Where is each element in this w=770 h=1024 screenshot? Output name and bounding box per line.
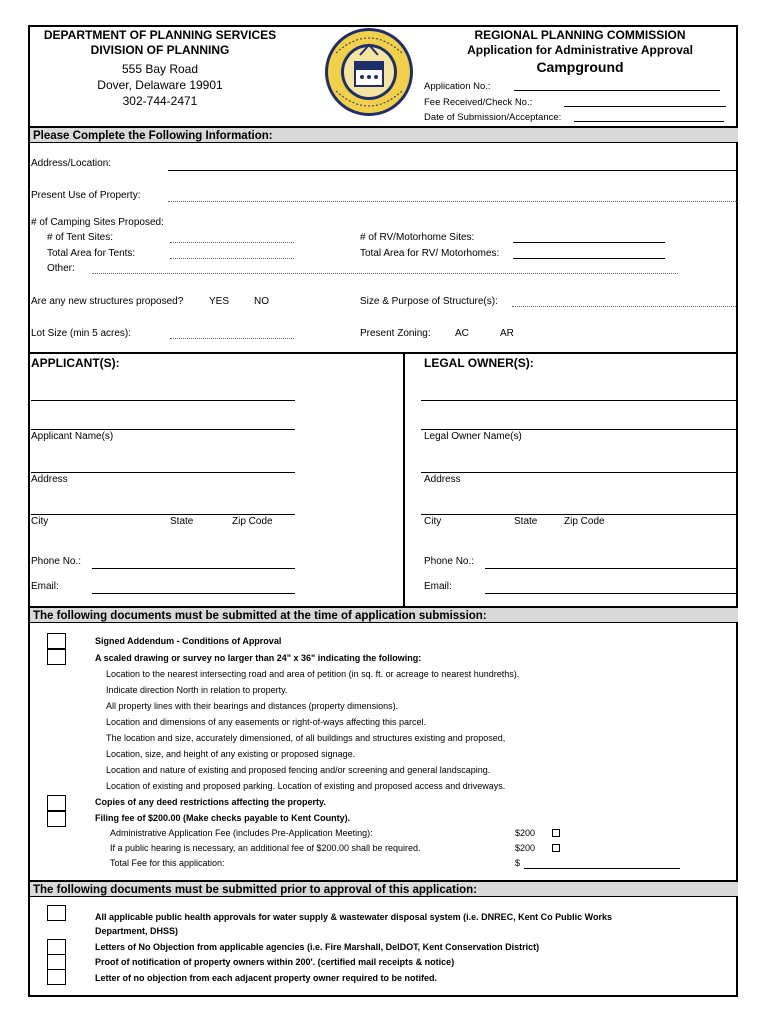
divider <box>30 352 738 354</box>
zoning-ar-option[interactable]: AR <box>500 328 514 339</box>
drawing-sub-item: Location to the nearest intersecting road and area of petition (in sq. ft. or acreage to nearest hundreths). <box>106 669 520 679</box>
applicant-state-label: State <box>170 516 194 527</box>
applicant-address-label: Address <box>31 474 68 485</box>
checkbox-fee[interactable] <box>47 811 66 827</box>
county-seal-icon <box>324 25 414 119</box>
drawing-sub-item: Indicate direction North in relation to property. <box>106 685 288 695</box>
approval-item-agencies: Letters of No Objection from applicable agencies (i.e. Fire Marshall, DelDOT, Kent Conservation District) <box>95 942 540 952</box>
rv-sites-label: # of RV/Motorhome Sites: <box>360 232 475 243</box>
submission-date-field[interactable] <box>574 121 724 122</box>
owner-email-label: Email: <box>424 581 452 592</box>
column-divider <box>403 352 405 606</box>
checkbox-addendum[interactable] <box>47 633 66 649</box>
area-rv-label: Total Area for RV/ Motorhomes: <box>360 248 500 259</box>
owner-email-field[interactable] <box>485 593 737 594</box>
drawing-sub-item: Location, size, and height of any existing or proposed signage. <box>106 749 356 759</box>
drawing-sub-item: All property lines with their bearings and distances (property dimensions). <box>106 701 399 711</box>
owner-phone-label: Phone No.: <box>424 556 475 567</box>
area-tents-label: Total Area for Tents: <box>47 248 136 259</box>
owner-name-label: Legal Owner Name(s) <box>424 431 522 442</box>
applicant-phone-field[interactable] <box>92 568 295 569</box>
applicant-name-label: Applicant Name(s) <box>31 431 114 442</box>
checkbox-deed[interactable] <box>47 795 66 811</box>
total-fee-dollar: $ <box>515 858 521 868</box>
owner-city-label: City <box>424 516 442 527</box>
applicant-city-field[interactable] <box>31 514 295 515</box>
doc-item-fee: Filing fee of $200.00 (Make checks payable to Kent County). <box>95 813 351 823</box>
owner-address-field[interactable] <box>421 472 737 473</box>
drawing-sub-item: Location and dimensions of any easements or right-of-ways affecting this parcel. <box>106 717 427 727</box>
applicant-city-label: City <box>31 516 49 527</box>
area-rv-field[interactable] <box>513 258 665 259</box>
total-fee-field[interactable] <box>524 868 680 869</box>
size-purpose-field[interactable] <box>512 306 736 307</box>
fee-hearing-amount: $200 <box>515 843 536 853</box>
fee-hearing-label: If a public hearing is necessary, an additional fee of $200.00 shall be required. <box>110 843 421 853</box>
application-type: Application for Administrative Approval <box>467 43 693 57</box>
yes-option[interactable]: YES <box>209 296 230 307</box>
approval-item-health-cont: Department, DHSS) <box>95 926 179 936</box>
checkbox-adjacent-owner[interactable] <box>47 969 66 985</box>
other-label: Other: <box>47 263 75 274</box>
present-use-field[interactable] <box>168 201 738 202</box>
info-section-title: Please Complete the Following Information: <box>30 126 738 143</box>
fee-admin-amount: $200 <box>515 828 536 838</box>
doc-item-drawing: A scaled drawing or survey no larger than 24" x 36" indicating the following: <box>95 653 422 663</box>
form-subject: Campground <box>536 59 624 75</box>
fee-received-label: Fee Received/Check No.: <box>424 97 533 108</box>
approval-item-health: All applicable public health approvals for water supply & wastewater disposal system (i.e. DNREC, Kent Co Public Works <box>95 912 612 922</box>
commission-name: REGIONAL PLANNING COMMISSION <box>474 28 686 42</box>
owner-state-label: State <box>514 516 538 527</box>
doc-item-addendum: Signed Addendum - Conditions of Approval <box>95 636 282 646</box>
applicant-address-field[interactable] <box>31 472 295 473</box>
applicant-name-field-1[interactable] <box>31 400 295 401</box>
checkbox-health[interactable] <box>47 905 66 921</box>
tent-sites-field[interactable] <box>170 242 294 243</box>
submission-docs-title: The following documents must be submitted at the time of application submission: <box>30 606 738 623</box>
approval-docs-title: The following documents must be submitted prior to approval of this application: <box>30 880 738 897</box>
area-tents-field[interactable] <box>170 258 294 259</box>
owner-title: LEGAL OWNER(S): <box>424 356 534 370</box>
other-field[interactable] <box>92 273 678 274</box>
owner-name-field-1[interactable] <box>421 400 737 401</box>
applicant-title: APPLICANT(S): <box>31 356 120 370</box>
present-zoning-label: Present Zoning: <box>360 328 431 339</box>
total-fee-label: Total Fee for this application: <box>110 858 225 868</box>
lot-size-label: Lot Size (min 5 acres): <box>31 328 132 339</box>
new-structures-label: Are any new structures proposed? <box>31 296 184 307</box>
owner-name-field-2[interactable] <box>421 429 737 430</box>
address-line-1: 555 Bay Road <box>121 62 199 76</box>
owner-address-label: Address <box>424 474 461 485</box>
owner-city-field[interactable] <box>421 514 737 515</box>
owner-phone-field[interactable] <box>485 568 737 569</box>
phone-number: 302-744-2471 <box>122 94 198 108</box>
owner-zip-label: Zip Code <box>564 516 605 527</box>
camping-sites-label: # of Camping Sites Proposed: <box>31 217 164 228</box>
submission-date-label: Date of Submission/Acceptance: <box>424 112 562 123</box>
applicant-zip-label: Zip Code <box>232 516 273 527</box>
checkbox-no-objection-agencies[interactable] <box>47 939 66 955</box>
fee-admin-checkbox[interactable] <box>552 829 560 837</box>
tent-sites-label: # of Tent Sites: <box>47 232 113 243</box>
applicant-name-field-2[interactable] <box>31 429 295 430</box>
address-location-field[interactable] <box>168 170 738 171</box>
fee-hearing-checkbox[interactable] <box>552 844 560 852</box>
drawing-sub-item: Location of existing and proposed parking. Location of existing and proposed access and driveways. <box>106 781 506 791</box>
address-line-2: Dover, Delaware 19901 <box>97 78 223 92</box>
rv-sites-field[interactable] <box>513 242 665 243</box>
approval-item-adjacent: Letter of no objection from each adjacent property owner required to be notifed. <box>95 973 438 983</box>
drawing-sub-item: Location and nature of existing and proposed fencing and/or screening and general landscaping. <box>106 765 491 775</box>
applicant-email-field[interactable] <box>92 593 295 594</box>
checkbox-drawing[interactable] <box>47 649 66 665</box>
fee-admin-label: Administrative Application Fee (includes Pre-Application Meeting): <box>110 828 373 838</box>
zoning-ac-option[interactable]: AC <box>455 328 469 339</box>
application-no-label: Application No.: <box>424 81 491 92</box>
checkbox-notification[interactable] <box>47 954 66 970</box>
address-location-label: Address/Location: <box>31 158 112 169</box>
doc-item-deed: Copies of any deed restrictions affecting the property. <box>95 797 326 807</box>
drawing-sub-item: The location and size, accurately dimensioned, of all buildings and structures existing and proposed, <box>106 733 506 743</box>
present-use-label: Present Use of Property: <box>31 190 141 201</box>
dept-name: DEPARTMENT OF PLANNING SERVICES <box>43 28 277 42</box>
no-option[interactable]: NO <box>254 296 269 307</box>
approval-item-notification: Proof of notification of property owners within 200'. (certified mail receipts & notice) <box>95 957 455 967</box>
division-name: DIVISION OF PLANNING <box>90 43 230 57</box>
size-purpose-label: Size & Purpose of Structure(s): <box>360 296 498 307</box>
application-no-field[interactable] <box>514 90 720 91</box>
applicant-phone-label: Phone No.: <box>31 556 82 567</box>
fee-received-field[interactable] <box>564 106 726 107</box>
lot-size-field[interactable] <box>170 338 294 339</box>
applicant-email-label: Email: <box>31 581 59 592</box>
